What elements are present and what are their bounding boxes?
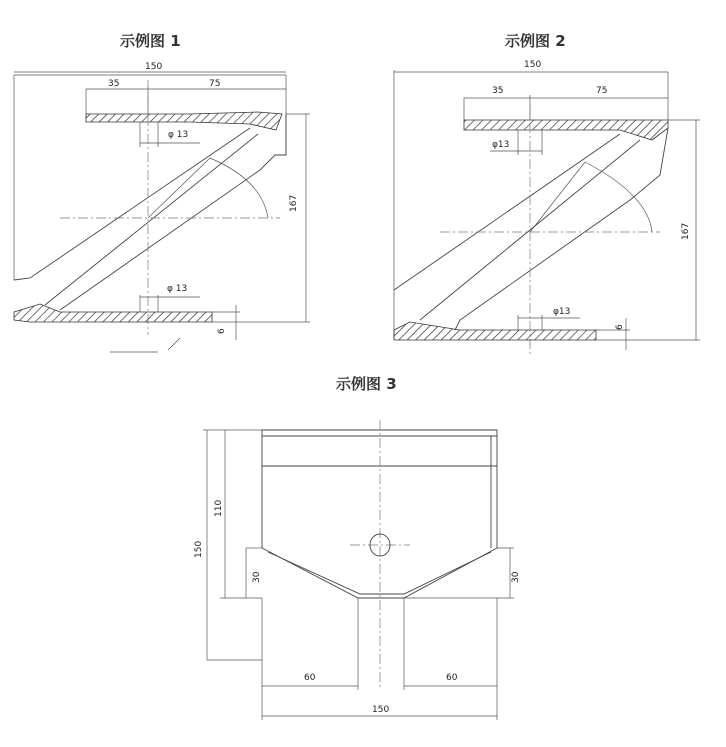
fig3-upper-height-label: 110: [214, 499, 224, 517]
fig1-left-width-label: 35: [108, 79, 120, 89]
fig2-height-label: 167: [681, 222, 691, 240]
figure-2-drawing: [394, 60, 700, 355]
fig1-right-width-label: 75: [209, 79, 221, 89]
figure-2-title: 示例图 2: [505, 32, 566, 50]
fig3-bottom-width-label: 150: [372, 705, 390, 715]
fig2-thickness-label: 6: [615, 324, 625, 330]
fig3-left-slope-label: 30: [252, 571, 262, 583]
figure-3-drawing: [194, 420, 521, 720]
fig1-height-label: 167: [289, 194, 299, 212]
figure-3-title: 示例图 3: [336, 375, 397, 393]
fig3-total-height-label: 150: [194, 540, 204, 558]
fig2-right-width-label: 75: [596, 86, 608, 96]
fig3-left-bottom-label: 60: [304, 673, 316, 683]
fig1-top-hole-label: φ 13: [168, 130, 189, 140]
fig3-right-bottom-label: 60: [446, 673, 458, 683]
fig1-bottom-hole-label: φ 13: [167, 284, 188, 294]
fig2-bottom-hole-label: φ13: [553, 307, 571, 317]
fig1-total-width-label: 150: [145, 62, 163, 72]
figure-1-title: 示例图 1: [120, 32, 181, 50]
fig2-top-hole-label: φ13: [492, 140, 510, 150]
fig1-thickness-label: 6: [217, 328, 227, 334]
fig2-left-width-label: 35: [492, 86, 504, 96]
figure-1-drawing: [14, 62, 310, 352]
fig3-right-slope-label: 30: [511, 571, 521, 583]
fig2-total-width-label: 150: [524, 60, 542, 70]
